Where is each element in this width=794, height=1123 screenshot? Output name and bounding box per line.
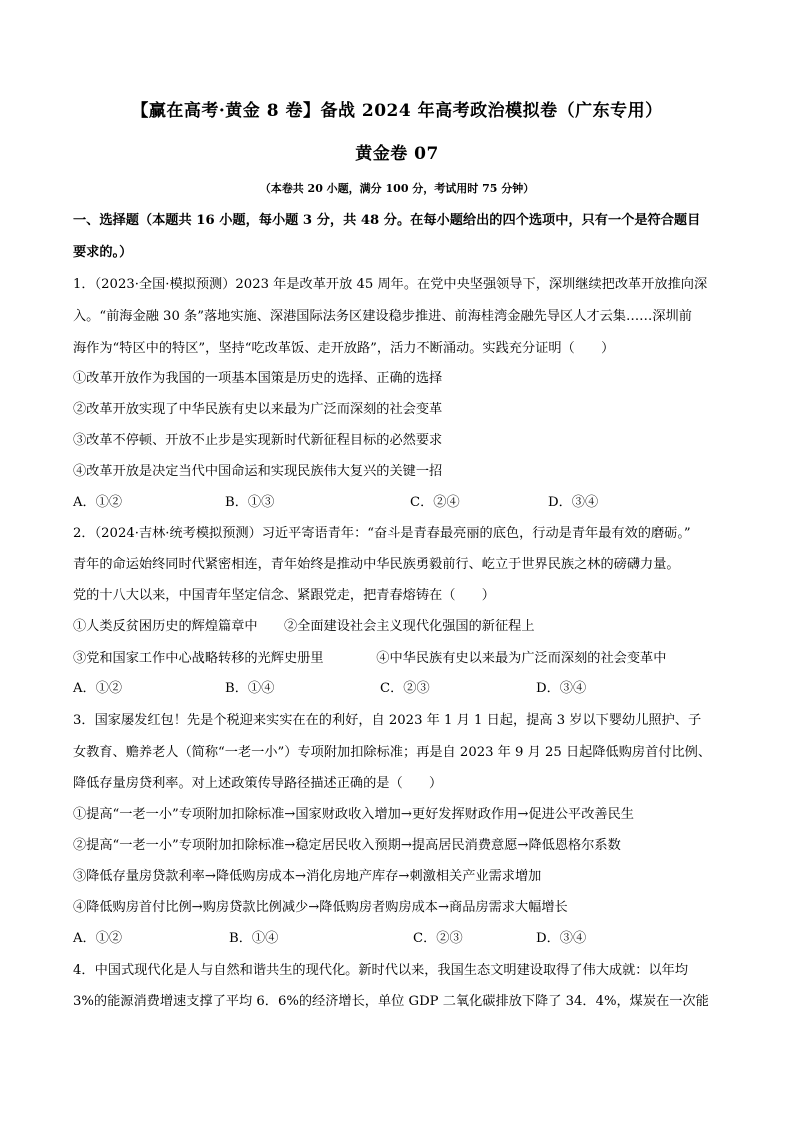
exam-title: 【赢在高考·黄金 8 卷】备战 2024 年高考政治模拟卷（广东专用） — [131, 101, 663, 121]
section-heading-line2: 要求的。） — [73, 245, 133, 260]
q1-stem-line: 1．（2023·全国·模拟预测）2023 年是改革开放 45 周年。在党中央坚强领导下，深圳继续把改革开放推向深 — [73, 277, 708, 292]
q3-option-d: D．③④ — [536, 931, 587, 946]
q2-item: ①人类反贫困历史的辉煌篇章中 ②全面建设社会主义现代化强国的新征程上 — [73, 619, 535, 634]
q3-item: ②提高“一老一小”专项附加扣除标准→稳定居民收入预期→提高居民消费意愿→降低恩格尔系数 — [73, 838, 621, 853]
section-heading-line1: 一、选择题（本题共 16 小题，每小题 3 分，共 48 分。在每小题给出的四个选项中，只有一个是符合题目 — [73, 213, 701, 228]
exam-subtitle: 黄金卷 07 — [355, 144, 439, 164]
q1-option-a: A．①② — [73, 495, 123, 510]
q1-stem-line: 入。“前海金融 30 条”落地实施、深港国际法务区建设稳步推进、前海桂湾金融先导区人才云集……深圳前 — [73, 309, 692, 324]
q4-stem-line: 4．中国式现代化是人与自然和谐共生的现代化。新时代以来，我国生态文明建设取得了伟大成就：以年均 — [73, 963, 689, 978]
q1-stem-line: 海作为“特区中的特区”，坚持“吃改革饭、走开放路”，活力不断涌动。实践充分证明（ ） — [73, 341, 615, 356]
q1-item: ②改革开放实现了中华民族有史以来最为广泛而深刻的社会变革 — [73, 402, 443, 417]
q1-option-c: C．②④ — [410, 495, 460, 510]
q2-option-a: A．①② — [73, 681, 123, 696]
q2-option-b: B．①④ — [225, 681, 275, 696]
q2-stem-line: 青年的命运始终同时代紧密相连，青年始终是推动中华民族勇毅前行、屹立于世界民族之林的磅礴力量。 — [73, 557, 680, 572]
q1-item: ③改革不停顿、开放不止步是实现新时代新征程目标的必然要求 — [73, 433, 443, 448]
q3-item: ③降低存量房贷款利率→降低购房成本→消化房地产库存→刺激相关产业需求增加 — [73, 869, 542, 884]
q1-item: ④改革开放是决定当代中国命运和实现民族伟大复兴的关键一招 — [73, 464, 443, 479]
q1-option-b: B．①③ — [225, 495, 275, 510]
q2-stem-line: 2．（2024·吉林·统考模拟预测）习近平寄语青年：“奋斗是青春最亮丽的底色，行动是青年最有效的磨砺。” — [73, 526, 691, 541]
q2-item: ③党和国家工作中心战略转移的光辉史册里 ④中华民族有史以来最为广泛而深刻的社会变革中 — [73, 651, 667, 666]
q3-option-a: A．①② — [73, 931, 123, 946]
q3-option-b: B．①④ — [229, 931, 279, 946]
q3-item: ①提高“一老一小”专项附加扣除标准→国家财政收入增加→更好发挥财政作用→促进公平改善民生 — [73, 807, 634, 822]
q1-item: ①改革开放作为我国的一项基本国策是历史的选择、正确的选择 — [73, 371, 443, 386]
q2-option-d: D．③④ — [536, 681, 587, 696]
q3-stem-line: 3．国家屡发红包！先是个税迎来实实在在的利好，自 2023 年 1 月 1 日起，提高 3 岁以下婴幼儿照护、子 — [73, 713, 702, 728]
q2-option-c: C．②③ — [380, 681, 430, 696]
q2-stem-line: 党的十八大以来，中国青年坚定信念、紧跟党走，把青春熔铸在（ ） — [73, 588, 495, 603]
q3-stem-line: 女教育、赡养老人（简称“一老一小”）专项附加扣除标准；再是自 2023 年 9 月 25 日起降低购房首付比例、 — [73, 745, 712, 760]
q4-stem-line: 3%的能源消费增速支撑了平均 6．6%的经济增长，单位 GDP 二氧化碳排放下降了 34．4%，煤炭在一次能 — [73, 994, 709, 1009]
q3-item: ④降低购房首付比例→购房贷款比例减少→降低购房者购房成本→商品房需求大幅增长 — [73, 900, 568, 915]
q3-stem-line: 降低存量房贷利率。对上述政策传导路径描述正确的是（ ） — [73, 776, 443, 791]
q1-option-d: D．③④ — [548, 495, 599, 510]
exam-note: （本卷共 20 小题，满分 100 分，考试用时 75 分钟） — [259, 182, 535, 195]
q3-option-c: C．②③ — [413, 931, 463, 946]
